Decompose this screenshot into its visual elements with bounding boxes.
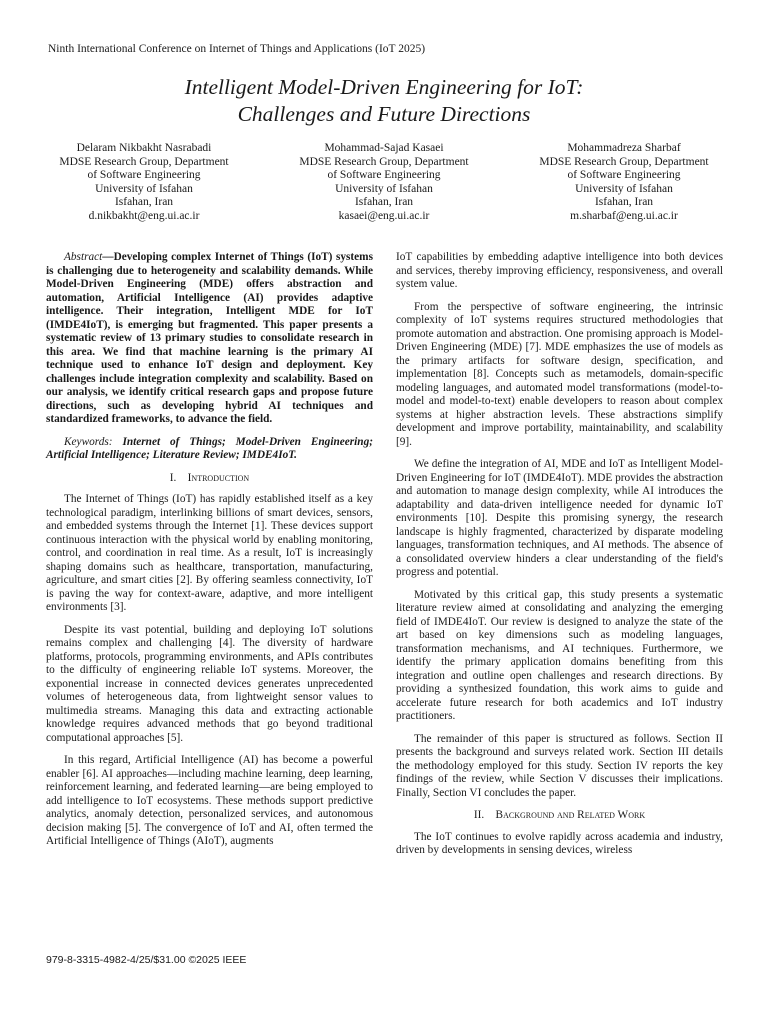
paragraph: In this regard, Artificial Intelligence (AI) has become a powerful enabler [6]. AI approaches—including machine learning, deep learning, reinforcement learning, and federated learning—are being employed to add intelligence to IoT ecosystems. These methods support predictive analytics, anomaly detection, personalized services, and autonomous decision making [5]. The convergence of IoT and AI, often termed the Artificial Intelligence of Things (AIoT), augments xyxy=(46,754,373,847)
section-title: Background and Related Work xyxy=(495,809,646,821)
paper-title xyxy=(0,74,768,128)
author-department: of Software Engineering xyxy=(327,169,441,182)
author-location: Isfahan, Iran xyxy=(354,196,414,209)
paragraph: Motivated by this critical gap, this study presents a systematic literature review aimed at consolidating and analyzing the emerging field of IMDE4IoT. Our review is designed to analyze the state of the art based on key dimensions such as modeling languages, transformation mechanisms, and AI techniques. Furthermore, we identify the primary application domains benefiting from this integration and outline open challenges and research directions. By providing a synthesized foundation, this work aims to guide and accelerate future research for both academics and IoT industry practitioners. xyxy=(396,588,723,722)
author-email: kasaei@eng.ui.ac.ir xyxy=(338,209,430,222)
title-line-1: Intelligent Model-Driven Engineering for IoT: xyxy=(184,75,584,99)
author-1 xyxy=(24,142,264,224)
author-affiliation: MDSE Research Group, Department xyxy=(299,155,469,168)
keywords xyxy=(46,436,373,463)
author-location: Isfahan, Iran xyxy=(114,196,174,209)
author-name: Mohammadreza Sharbaf xyxy=(567,142,681,154)
abstract-text: —Developing complex Internet of Things (IoT) systems is challenging due to heterogeneity and scalability demands. While Model-Driven Engineering (MDE) offers abstraction and automation, Artificial Intelligence (AI) provides adaptive intelligence. Their integration, Intelligent MDE for IoT (IMDE4IoT), is emerging but fragmented. This paper presents a systematic review of 13 primary studies to consolidate research in this area. We find that machine learning is the primary AI technique used to enhance IoT design and deployment. Key challenges include integration complexity and scalability. Based on our analysis, we identify critical research gaps and propose future directions, such as developing hybrid AI techniques and standardized frameworks, to advance the field. xyxy=(46,251,373,425)
section-number: I. xyxy=(169,471,177,484)
author-2 xyxy=(264,142,504,224)
author-name: Mohammad-Sajad Kasaei xyxy=(324,142,444,154)
author-block xyxy=(24,142,744,224)
paragraph: Despite its vast potential, building and deploying IoT solutions remains complex and challenging [4]. The diversity of hardware platforms, protocols, programming environments, and APIs contributes to the difficulty of engineering reliable IoT systems. Moreover, the exponential increase in connected devices generates unprecedented volumes of heterogeneous data, from lightweight sensor values to multimedia streams. Managing this data and extracting actionable knowledge requires advanced methods that go beyond traditional computational approaches [5]. xyxy=(46,623,373,744)
paragraph: We define the integration of AI, MDE and IoT as Intelligent Model-Driven Engineering for IoT (IMDE4IoT). MDE provides the abstraction and automation to manage design complexity, while AI introduces the adaptability and data-driven intelligence needed for dynamic IoT environments [10]. Despite this promising synergy, the research landscape is highly fragmented, characterized by disparate modeling languages, transformation techniques, and AI methods. The absence of a consolidated overview hinders a clear understanding of the field's progress and potential. xyxy=(396,458,723,578)
abstract-label: Abstract xyxy=(64,251,103,263)
copyright-footer: 979-8-3315-4982-4/25/$31.00 ©2025 IEEE xyxy=(46,954,247,966)
author-3 xyxy=(504,142,744,224)
author-location: Isfahan, Iran xyxy=(594,196,654,209)
title-line-2: Challenges and Future Directions xyxy=(237,102,531,126)
section-heading-background xyxy=(396,809,723,823)
keywords-text: Internet of Things; Model-Driven Engineering; Artificial Intelligence; Literature Review; IMDE4IoT. xyxy=(46,435,374,461)
abstract xyxy=(46,251,373,427)
author-university: University of Isfahan xyxy=(95,182,193,195)
paragraph-continuation: IoT capabilities by embedding adaptive intelligence into both devices and services, thereby improving efficiency, responsiveness, and overall system value. xyxy=(396,251,723,290)
section-title: Introduction xyxy=(187,471,250,484)
paragraph: From the perspective of software engineering, the intrinsic complexity of IoT systems requires structured methodologies that promote automation and abstraction. One promising approach is Model-Driven Engineering (MDE) [7]. MDE emphasizes the use of models as the primary artifacts for software design, specification, and implementation [8]. Concepts such as metamodels, domain-specific modeling languages, and automated model transformations (model-to-model and model-to-text) enable developers to reason about complex systems at higher abstraction levels. These abstractions simplify development and improve portability, maintainability, and scalability [9]. xyxy=(396,300,723,448)
author-affiliation: MDSE Research Group, Department xyxy=(59,155,229,168)
author-email: m.sharbaf@eng.ui.ac.ir xyxy=(570,209,678,222)
author-department: of Software Engineering xyxy=(567,169,681,182)
left-column xyxy=(46,251,373,858)
author-name: Delaram Nikbakht Nasrabadi xyxy=(76,142,212,154)
author-email: d.nikbakht@eng.ui.ac.ir xyxy=(88,209,200,222)
section-number: II. xyxy=(473,809,485,821)
conference-header: Ninth International Conference on Internet of Things and Applications (IoT 2025) xyxy=(48,43,426,55)
author-department: of Software Engineering xyxy=(87,169,201,182)
paragraph: The remainder of this paper is structured as follows. Section II presents the background and surveys related work. Section III details the methodology employed for this study. Section IV reports the key findings of the review, while Section V discusses their implications. Finally, Section VI concludes the paper. xyxy=(396,732,723,799)
paragraph: The Internet of Things (IoT) has rapidly established itself as a key technological paradigm, interlinking billions of smart devices, sensors, and embedded systems through the Internet [1]. These devices support continuous interaction with the physical world by enabling monitoring, control, and coordination in real time. As a result, IoT is increasingly shaping domains such as healthcare, transportation, manufacturing, agriculture, and smart cities [2]. By offering seamless connectivity, IoT is paving the way for context-aware, adaptive, and more intelligent environments [3]. xyxy=(46,493,373,613)
right-column xyxy=(396,251,723,867)
paragraph: The IoT continues to evolve rapidly across academia and industry, driven by developments in sensing devices, wireless xyxy=(396,830,723,856)
section-heading-introduction xyxy=(46,472,373,486)
keywords-label: Keywords: xyxy=(64,435,123,448)
author-affiliation: MDSE Research Group, Department xyxy=(539,155,709,168)
author-university: University of Isfahan xyxy=(335,182,433,195)
author-university: University of Isfahan xyxy=(575,182,673,195)
